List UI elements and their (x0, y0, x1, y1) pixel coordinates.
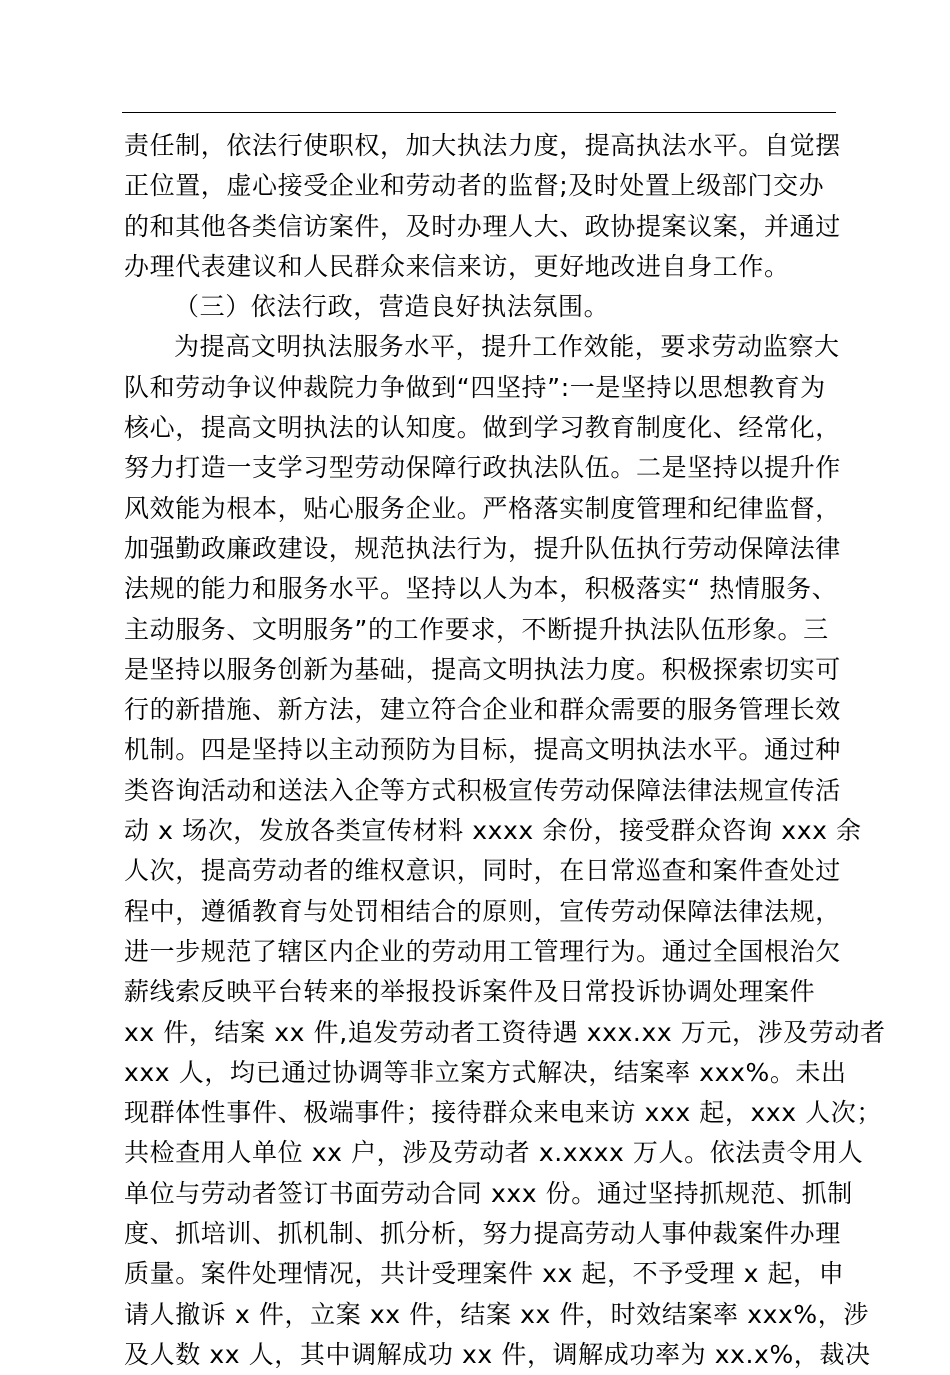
text-line: 共检查用人单位 xx 户，涉及劳动者 x.xxxx 万人。依法责令用人 (124, 1138, 864, 1168)
text-line: 努力打造一支学习型劳动保障行政执法队伍。二是坚持以提升作 (124, 453, 841, 483)
text-line: 度、抓培训、抓机制、抓分析，努力提高劳动人事仲裁案件办理 (124, 1219, 841, 1249)
text-line: xx 件，结案 xx 件,追发劳动者工资待遇 xxx.xx 万元，涉及劳动者 (124, 1017, 886, 1047)
text-line: 请人撤诉 x 件，立案 xx 件，结案 xx 件，时效结案率 xxx%，涉 (124, 1299, 869, 1329)
text-line: 机制。四是坚持以主动预防为目标，提高文明执法水平。通过种 (124, 735, 841, 765)
text-line: 核心，提高文明执法的认知度。做到学习教育制度化、经常化， (124, 413, 841, 443)
text-line: 程中，遵循教育与处罚相结合的原则，宣传劳动保障法律法规， (124, 896, 841, 926)
text-line: 现群体性事件、极端事件；接待群众来电来访 xxx 起，xxx 人次； (124, 1098, 883, 1128)
text-line: 法规的能力和服务水平。坚持以人为本，积极落实“ 热情服务、 (124, 574, 838, 604)
text-line: 动 x 场次，发放各类宣传材料 xxxx 余份，接受群众咨询 xxx 余 (124, 816, 862, 846)
text-line: 队和劳动争议仲裁院力争做到“四坚持”:一是坚持以思想教育为 (124, 372, 826, 402)
header-rule (122, 112, 836, 113)
body-text (124, 126, 886, 1375)
text-line: 加强勤政廉政建设，规范执法行为，提升队伍执行劳动保障法律 (124, 533, 841, 563)
text-line: 办理代表建议和人民群众来信来访，更好地改进自身工作。 (124, 251, 790, 281)
text-line: 单位与劳动者签订书面劳动合同 xxx 份。通过坚持抓规范、抓制 (124, 1178, 853, 1208)
text-line: 正位置，虚心接受企业和劳动者的监督;及时处置上级部门交办 (124, 171, 825, 201)
text-line: 质量。案件处理情况，共计受理案件 xx 起，不予受理 x 起，申 (124, 1259, 845, 1289)
text-line: 是坚持以服务创新为基础，提高文明执法力度。积极探索切实可 (124, 654, 841, 684)
section-heading: （三）依法行政，营造良好执法氛围。 (174, 292, 610, 322)
text-line: 及人数 xx 人，其中调解成功 xx 件，调解成功率为 xx.x%，裁决 (124, 1339, 871, 1369)
text-line: 薪线索反映平台转来的举报投诉案件及日常投诉协调处理案件 (124, 977, 816, 1007)
text-line: 进一步规范了辖区内企业的劳动用工管理行为。通过全国根治欠 (124, 936, 841, 966)
text-line: 为提高文明执法服务水平，提升工作效能，要求劳动监察大 (174, 332, 840, 362)
text-line: 的和其他各类信访案件，及时办理人大、政协提案议案，并通过 (124, 211, 841, 241)
text-line: 人次，提高劳动者的维权意识，同时，在日常巡查和案件查处过 (124, 856, 841, 886)
text-line: xxx 人，均已通过协调等非立案方式解决，结案率 xxx%。未出 (124, 1057, 847, 1087)
text-line: 类咨询活动和送法入企等方式积极宣传劳动保障法律法规宣传活 (124, 775, 841, 805)
text-line: 风效能为根本，贴心服务企业。严格落实制度管理和纪律监督， (124, 493, 841, 523)
text-line: 主动服务、文明服务”的工作要求，不断提升执法队伍形象。三 (124, 614, 829, 644)
text-line: 责任制，依法行使职权，加大执法力度，提高执法水平。自觉摆 (124, 131, 841, 160)
text-line: 行的新措施、新方法，建立符合企业和群众需要的服务管理长效 (124, 695, 841, 725)
